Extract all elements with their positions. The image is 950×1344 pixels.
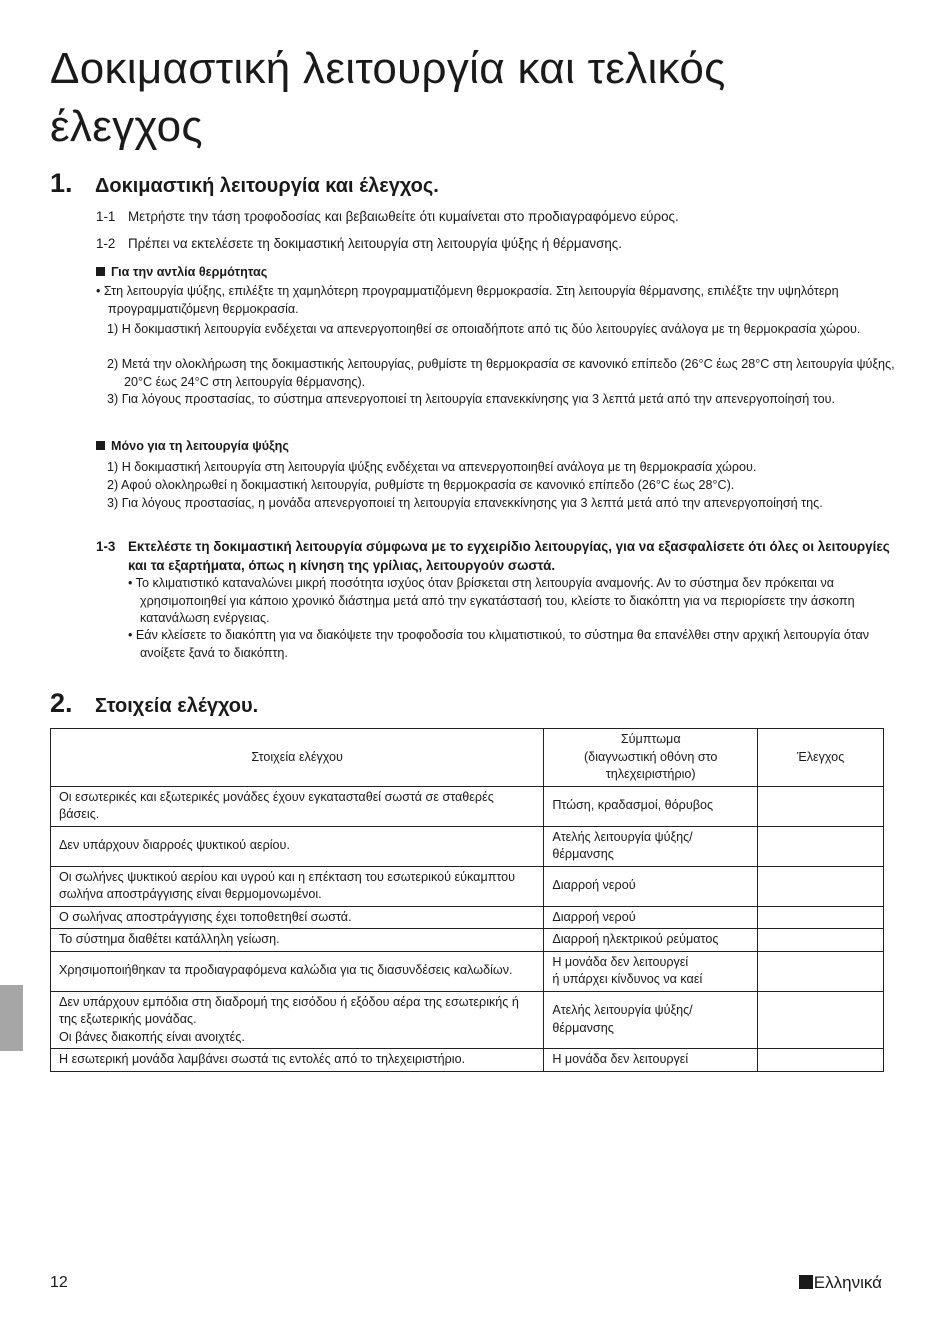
section-1-title: Δοκιμαστική λειτουργία και έλεγχος. bbox=[95, 175, 439, 197]
header-symptom: Σύμπτωμα (διαγνωστική οθόνη στο τηλεχειριστήριο) bbox=[544, 729, 758, 787]
check-items-table bbox=[50, 728, 884, 1072]
cooling-heading: Μόνο για τη λειτουργία ψύξης bbox=[96, 439, 289, 453]
heatpump-heading: Για την αντλία θερμότητας bbox=[96, 265, 267, 279]
table-row bbox=[51, 951, 884, 991]
table-row bbox=[51, 1049, 884, 1072]
table-cell-check bbox=[758, 991, 884, 1049]
table-row bbox=[51, 866, 884, 906]
table-cell-check bbox=[758, 786, 884, 826]
page-number: 12 bbox=[50, 1274, 68, 1291]
step-number: 1-1 bbox=[96, 209, 116, 224]
table-cell-item: Δεν υπάρχουν διαρροές ψυκτικού αερίου. bbox=[51, 826, 544, 866]
heatpump-bullet: • Στη λειτουργία ψύξης, επιλέξτε τη χαμηλότερη προγραμματιζόμενη θερμοκρασία. Στη λειτουργία θέρμανσης, επιλέξτε την υψηλότερη προγραμματιζόμενη θερμοκρασία. bbox=[96, 284, 839, 316]
table-cell-symptom: Διαρροή νερού bbox=[544, 866, 758, 906]
table-row bbox=[51, 906, 884, 929]
step-text: Εκτελέστε τη δοκιμαστική λειτουργία σύμφωνα με το εγχειρίδιο λειτουργίας, για να εξασφαλίσετε ότι όλες οι λειτουργίες και τα εξαρτήματα, όπως η κίνηση της γρίλιας, λειτουργούν σωστά. bbox=[128, 539, 890, 573]
table-cell-symptom: Η μονάδα δεν λειτουργεί bbox=[544, 1049, 758, 1072]
step-text: Πρέπει να εκτελέσετε τη δοκιμαστική λειτουργία στη λειτουργία ψύξης ή θέρμανσης. bbox=[128, 236, 622, 251]
heatpump-item-3: 3) Για λόγους προστασίας, το σύστημα απενεργοποιεί τη λειτουργία επανεκκίνησης για 3 λεπτά μετά από την απενεργοποίησή του. bbox=[107, 392, 835, 406]
table-row bbox=[51, 786, 884, 826]
square-bullet-icon bbox=[799, 1275, 813, 1289]
table-cell-item: Χρησιμοποιήθηκαν τα προδιαγραφόμενα καλώδια για τις διασυνδέσεις καλωδίων. bbox=[51, 951, 544, 991]
section-2-number: 2. bbox=[50, 688, 73, 718]
table-row bbox=[51, 991, 884, 1049]
table-cell-check bbox=[758, 929, 884, 952]
cooling-item-3: 3) Για λόγους προστασίας, η μονάδα απενεργοποιεί τη λειτουργία επανεκκίνησης για 3 λεπτά μετά από την απενεργοποίησή της. bbox=[107, 496, 823, 510]
table-cell-check bbox=[758, 1049, 884, 1072]
table-cell-symptom: Η μονάδα δεν λειτουργεί ή υπάρχει κίνδυνος να καεί bbox=[544, 951, 758, 991]
step-1-3 bbox=[96, 537, 898, 575]
step-1-2 bbox=[96, 234, 886, 253]
table-cell-symptom: Διαρροή νερού bbox=[544, 906, 758, 929]
section-1-number: 1. bbox=[50, 168, 73, 198]
language-label: Ελληνικά bbox=[799, 1273, 882, 1293]
language-side-tab bbox=[0, 985, 23, 1051]
step-1-3-bullet-2: • Εάν κλείσετε το διακόπτη για να διακόψετε την τροφοδοσία του κλιματιστικού, το σύστημα θα επανέλθει στην αρχική λειτουργία όταν ανοίξετε ξανά το διακόπτη. bbox=[128, 628, 870, 660]
section-2-heading bbox=[50, 688, 258, 719]
table-cell-check bbox=[758, 866, 884, 906]
table-cell-item: Δεν υπάρχουν εμπόδια στη διαδρομή της εισόδου ή εξόδου αέρα της εσωτερικής ή της εξωτερικής μονάδας. Οι βάνες διακοπής είναι ανοιχτές. bbox=[51, 991, 544, 1049]
table-cell-check bbox=[758, 826, 884, 866]
square-bullet-icon bbox=[96, 267, 105, 276]
table-cell-item: Οι εσωτερικές και εξωτερικές μονάδες έχουν εγκατασταθεί σωστά σε σταθερές βάσεις. bbox=[51, 786, 544, 826]
section-2-title: Στοιχεία ελέγχου. bbox=[95, 695, 259, 717]
cooling-item-2: 2) Αφού ολοκληρωθεί η δοκιμαστική λειτουργία, ρυθμίστε τη θερμοκρασία σε κανονικό επίπεδο (26°C έως 28°C). bbox=[107, 478, 735, 492]
header-check-items: Στοιχεία ελέγχου bbox=[51, 729, 544, 787]
table-cell-symptom: Ατελής λειτουργία ψύξης/ θέρμανσης bbox=[544, 991, 758, 1049]
step-text: Μετρήστε την τάση τροφοδοσίας και βεβαιωθείτε ότι κυμαίνεται στο προδιαγραφόμενο εύρος. bbox=[128, 209, 679, 224]
page-title: Δοκιμαστική λειτουργία και τελικός έλεγχος bbox=[50, 44, 726, 151]
table-cell-item: Οι σωλήνες ψυκτικού αερίου και υγρού και η επέκταση του εσωτερικού εύκαμπτου σωλήνα αποστράγγισης είναι θερμομονωμένοι. bbox=[51, 866, 544, 906]
step-1-3-bullet-1: • Το κλιματιστικό καταναλώνει μικρή ποσότητα ισχύος όταν βρίσκεται στη λειτουργία αναμονής. Αν το σύστημα δεν πρόκειται να χρησιμοποιηθεί για κάποιο χρονικό διάστημα μετά από την εγκατάστασή του, κλείστε το διακόπτη για να περιορίσετε την άσκοπη κατανάλωση ενέργειας. bbox=[128, 576, 855, 625]
table-header-row bbox=[51, 729, 884, 787]
table-cell-item: Η εσωτερική μονάδα λαμβάνει σωστά τις εντολές από το τηλεχειριστήριο. bbox=[51, 1049, 544, 1072]
table-cell-symptom: Διαρροή ηλεκτρικού ρεύματος bbox=[544, 929, 758, 952]
heatpump-item-2: 2) Μετά την ολοκλήρωση της δοκιμαστικής λειτουργίας, ρυθμίστε τη θερμοκρασία σε κανονικό επίπεδο (26°C έως 28°C στη λειτουργία ψύξης, 20°C έως 24°C στη λειτουργία θέρμανσης). bbox=[107, 357, 895, 389]
square-bullet-icon bbox=[96, 441, 105, 450]
table-cell-check bbox=[758, 906, 884, 929]
section-1-heading bbox=[50, 168, 439, 199]
table-row bbox=[51, 929, 884, 952]
step-number: 1-3 bbox=[96, 539, 116, 554]
table-row bbox=[51, 826, 884, 866]
table-cell-symptom: Πτώση, κραδασμοί, θόρυβος bbox=[544, 786, 758, 826]
heatpump-item-1: 1) Η δοκιμαστική λειτουργία ενδέχεται να απενεργοποιηθεί σε οποιαδήποτε από τις δύο λειτουργίες ανάλογα με τη θερμοκρασία χώρου. bbox=[107, 322, 861, 336]
table-cell-item: Ο σωλήνας αποστράγγισης έχει τοποθετηθεί σωστά. bbox=[51, 906, 544, 929]
header-check: Έλεγχος bbox=[758, 729, 884, 787]
table-cell-symptom: Ατελής λειτουργία ψύξης/ θέρμανσης bbox=[544, 826, 758, 866]
cooling-item-1: 1) Η δοκιμαστική λειτουργία στη λειτουργία ψύξης ενδέχεται να απενεργοποιηθεί ανάλογα με τη θερμοκρασία χώρου. bbox=[107, 460, 757, 474]
table-cell-check bbox=[758, 951, 884, 991]
step-number: 1-2 bbox=[96, 236, 116, 251]
step-1-1 bbox=[96, 207, 886, 226]
table-cell-item: Το σύστημα διαθέτει κατάλληλη γείωση. bbox=[51, 929, 544, 952]
